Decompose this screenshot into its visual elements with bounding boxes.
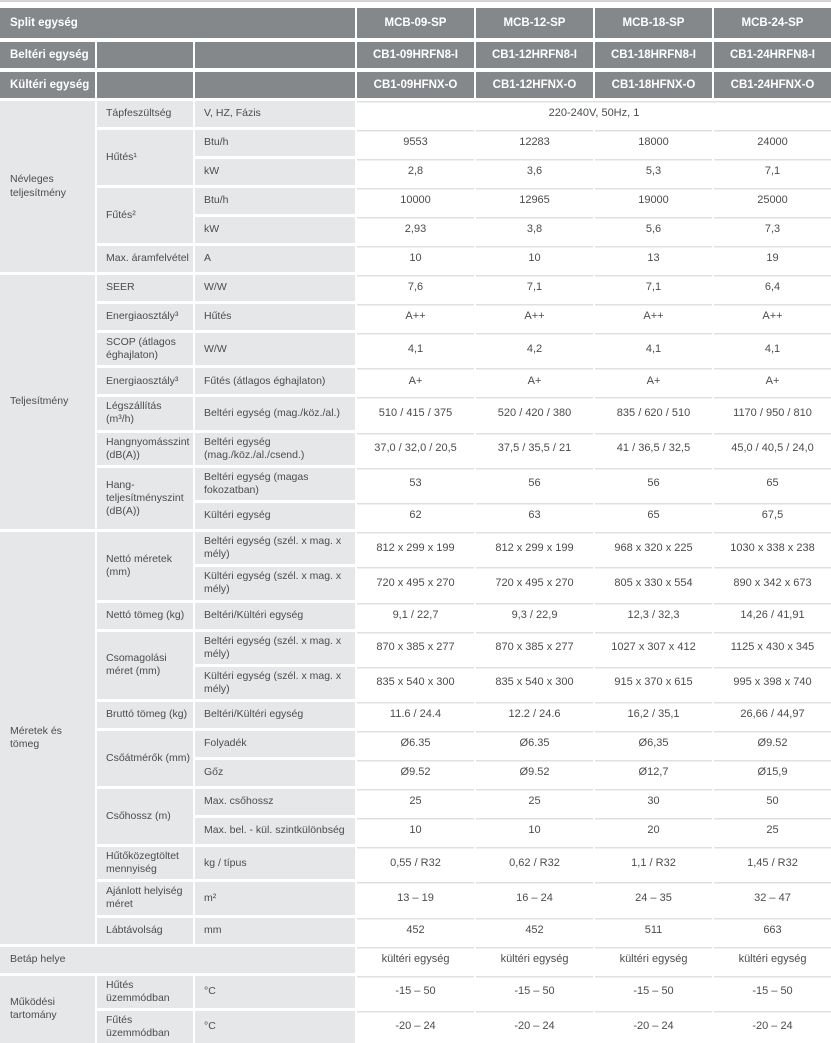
spec-value: 511 (593, 915, 712, 944)
model-name: MCB-24-SP (712, 8, 831, 38)
spec-value: Ø9.52 (474, 757, 593, 786)
spec-value: 10 (474, 243, 593, 272)
spec-value: 6,4 (712, 272, 831, 301)
spec-value: 0,62 / R32 (474, 844, 593, 879)
spec-value: Ø9.52 (712, 728, 831, 757)
spec-value: 37,5 / 35,5 / 21 (474, 430, 593, 465)
spec-value: 25 (474, 786, 593, 815)
table-row (0, 272, 831, 301)
spec-value: 520 / 420 / 380 (474, 394, 593, 429)
spec-value: 30 (593, 786, 712, 815)
spec-value: 25 (355, 786, 474, 815)
table-row (0, 915, 831, 944)
spec-name: Nettó méretek (mm) (95, 529, 193, 600)
spec-unit: Btu/h (193, 127, 355, 156)
spec-value: 26,66 / 44,97 (712, 699, 831, 728)
spec-value: 452 (355, 915, 474, 944)
model-name: CB1-24HFNX-O (712, 68, 831, 98)
spec-value: 4,1 (593, 330, 712, 365)
spec-value: 968 x 320 x 225 (593, 529, 712, 564)
spec-value: 10 (355, 815, 474, 844)
top-divider (0, 0, 831, 2)
spec-name: Hang-teljesítményszint (dB(A)) (95, 465, 193, 529)
spec-value: 1,45 / R32 (712, 844, 831, 879)
spec-value: 835 / 620 / 510 (593, 394, 712, 429)
spec-value: A+ (712, 365, 831, 394)
spec-unit: Kültéri egység (szél. x mag. x mély) (193, 564, 355, 599)
spec-name: Energiaosztály³ (95, 301, 193, 330)
header-spacer-cell (193, 68, 355, 98)
spec-value: 1027 x 307 x 412 (593, 629, 712, 664)
spec-name: Tápfeszültség (95, 98, 193, 127)
header-spacer-cell (193, 38, 355, 68)
spec-value: 67,5 (712, 500, 831, 529)
section-label: Teljesítmény (0, 272, 95, 529)
spec-name: Hűtőközegtöltet mennyiség (95, 844, 193, 879)
spec-value: 19000 (593, 185, 712, 214)
spec-name: Bruttó tömeg (kg) (95, 699, 193, 728)
spec-table (0, 8, 831, 1043)
spec-unit: Beltéri egység (szél. x mag. x mély) (193, 629, 355, 664)
spec-value: 18000 (593, 127, 712, 156)
spec-value: 870 x 385 x 277 (355, 629, 474, 664)
spec-value: Ø6.35 (474, 728, 593, 757)
header-label-split: Split egység (0, 8, 355, 38)
spec-value: -15 – 50 (355, 973, 474, 1008)
spec-value: A++ (474, 301, 593, 330)
spec-name: Fűtés üzemmódban (95, 1008, 193, 1043)
spec-value: A++ (355, 301, 474, 330)
spec-value: 2,93 (355, 214, 474, 243)
spec-unit: kW (193, 214, 355, 243)
spec-name: Energiaosztály³ (95, 365, 193, 394)
spec-value: 9,1 / 22,7 (355, 600, 474, 629)
table-row (0, 185, 831, 214)
spec-value: 11.6 / 24.4 (355, 699, 474, 728)
spec-name: Légszállítás (m³/h) (95, 394, 193, 429)
table-row (0, 394, 831, 429)
spec-value: -15 – 50 (712, 973, 831, 1008)
spec-value: kültéri egység (712, 944, 831, 973)
table-row (0, 786, 831, 815)
spec-value: A+ (355, 365, 474, 394)
spec-value: 62 (355, 500, 474, 529)
spec-name: SCOP (átlagos éghajlaton) (95, 330, 193, 365)
spec-value: 12965 (474, 185, 593, 214)
header-spacer-cell (95, 38, 193, 68)
spec-value: 53 (355, 465, 474, 500)
spec-value: 7,1 (593, 272, 712, 301)
spec-value: 12283 (474, 127, 593, 156)
spec-value: 1030 x 338 x 238 (712, 529, 831, 564)
header-spacer-cell (95, 68, 193, 98)
table-row (0, 1008, 831, 1043)
spec-value: 835 x 540 x 300 (355, 664, 474, 699)
table-row (0, 629, 831, 664)
section-label: Névleges teljesítmény (0, 98, 95, 272)
spec-value: 65 (712, 465, 831, 500)
spec-unit: Beltéri egység (mag./köz./al.) (193, 394, 355, 429)
spec-unit: °C (193, 1008, 355, 1043)
spec-value: -20 – 24 (593, 1008, 712, 1043)
spec-value: -15 – 50 (593, 973, 712, 1008)
spec-name: SEER (95, 272, 193, 301)
spec-value: 3,8 (474, 214, 593, 243)
spec-value: 50 (712, 786, 831, 815)
spec-value: 4,1 (712, 330, 831, 365)
spec-value: 835 x 540 x 300 (474, 664, 593, 699)
spec-value: -20 – 24 (712, 1008, 831, 1043)
spec-value: 24 – 35 (593, 879, 712, 914)
spec-value: 41 / 36,5 / 32,5 (593, 430, 712, 465)
spec-value: Ø6,35 (593, 728, 712, 757)
spec-name: Csőhossz (m) (95, 786, 193, 844)
spec-value: 37,0 / 32,0 / 20,5 (355, 430, 474, 465)
spec-value: 56 (474, 465, 593, 500)
spec-value: -15 – 50 (474, 973, 593, 1008)
section-label: Méretek és tömeg (0, 529, 95, 944)
spec-value: 10 (355, 243, 474, 272)
spec-name: Nettó tömeg (kg) (95, 600, 193, 629)
spec-value: Ø12,7 (593, 757, 712, 786)
spec-value: 812 x 299 x 199 (355, 529, 474, 564)
spec-unit: Beltéri egység (szél. x mag. x mély) (193, 529, 355, 564)
model-name: CB1-18HFNX-O (593, 68, 712, 98)
spec-unit: kW (193, 156, 355, 185)
table-row (0, 465, 831, 500)
header-row-indoor (0, 38, 831, 68)
header-label-indoor: Beltéri egység (0, 38, 95, 68)
spec-value: 56 (593, 465, 712, 500)
spec-value: 7,3 (712, 214, 831, 243)
spec-value: 870 x 385 x 277 (474, 629, 593, 664)
spec-value: A++ (593, 301, 712, 330)
spec-value: 63 (474, 500, 593, 529)
spec-name: Csomagolási méret (mm) (95, 629, 193, 700)
spec-unit: Beltéri egység (mag./köz./al./csend.) (193, 430, 355, 465)
spec-value: 1170 / 950 / 810 (712, 394, 831, 429)
spec-value: 12.2 / 24.6 (474, 699, 593, 728)
spec-value: 32 – 47 (712, 879, 831, 914)
spec-value: 9553 (355, 127, 474, 156)
spec-value: 812 x 299 x 199 (474, 529, 593, 564)
spec-name: Fűtés² (95, 185, 193, 243)
spec-unit: Fűtés (átlagos éghajlaton) (193, 365, 355, 394)
spec-value: 3,6 (474, 156, 593, 185)
spec-value: 915 x 370 x 615 (593, 664, 712, 699)
spec-unit: Beltéri/Kültéri egység (193, 600, 355, 629)
table-row (0, 330, 831, 365)
table-row (0, 365, 831, 394)
spec-unit: Beltéri/Kültéri egység (193, 699, 355, 728)
spec-value: 663 (712, 915, 831, 944)
spec-value: 10 (474, 815, 593, 844)
spec-unit: W/W (193, 272, 355, 301)
spec-value-span: 220-240V, 50Hz, 1 (355, 98, 831, 127)
table-row (0, 600, 831, 629)
model-name: MCB-18-SP (593, 8, 712, 38)
spec-value: 16 – 24 (474, 879, 593, 914)
table-row (0, 301, 831, 330)
table-row (0, 243, 831, 272)
spec-value: 5,6 (593, 214, 712, 243)
spec-value: 14,26 / 41,91 (712, 600, 831, 629)
spec-value: 10000 (355, 185, 474, 214)
header-row-split (0, 8, 831, 38)
model-name: MCB-09-SP (355, 8, 474, 38)
spec-value: kültéri egység (355, 944, 474, 973)
spec-value: 720 x 495 x 270 (474, 564, 593, 599)
spec-unit: W/W (193, 330, 355, 365)
table-row (0, 529, 831, 564)
spec-value: -20 – 24 (474, 1008, 593, 1043)
spec-value: 805 x 330 x 554 (593, 564, 712, 599)
table-row (0, 127, 831, 156)
table-row (0, 844, 831, 879)
spec-value: 13 (593, 243, 712, 272)
spec-value: 12,3 / 32,3 (593, 600, 712, 629)
table-row (0, 699, 831, 728)
model-name: CB1-09HFNX-O (355, 68, 474, 98)
model-name: CB1-09HRFN8-I (355, 38, 474, 68)
spec-value: 5,3 (593, 156, 712, 185)
spec-unit: Max. csőhossz (193, 786, 355, 815)
spec-value: 65 (593, 500, 712, 529)
spec-unit: kg / típus (193, 844, 355, 879)
spec-value: 510 / 415 / 375 (355, 394, 474, 429)
model-name: CB1-12HRFN8-I (474, 38, 593, 68)
table-row (0, 98, 831, 127)
model-name: CB1-18HRFN8-I (593, 38, 712, 68)
spec-name: Hangnyomásszint (dB(A)) (95, 430, 193, 465)
spec-value: 7,1 (712, 156, 831, 185)
model-name: MCB-12-SP (474, 8, 593, 38)
spec-name: Lábtávolság (95, 915, 193, 944)
spec-value: 0,55 / R32 (355, 844, 474, 879)
spec-name: Ajánlott helyiség méret (95, 879, 193, 914)
spec-value: 2,8 (355, 156, 474, 185)
spec-value: Ø15,9 (712, 757, 831, 786)
spec-name: Hűtés üzemmódban (95, 973, 193, 1008)
spec-unit: V, HZ, Fázis (193, 98, 355, 127)
spec-value: 890 x 342 x 673 (712, 564, 831, 599)
spec-name: Hűtés¹ (95, 127, 193, 185)
table-row (0, 973, 831, 1008)
spec-unit: Hűtés (193, 301, 355, 330)
spec-value: 24000 (712, 127, 831, 156)
spec-value: 19 (712, 243, 831, 272)
table-row (0, 728, 831, 757)
spec-value: A+ (474, 365, 593, 394)
spec-value: 25 (712, 815, 831, 844)
spec-unit: Kültéri egység (szél. x mag. x mély) (193, 664, 355, 699)
spec-value: -20 – 24 (355, 1008, 474, 1043)
model-name: CB1-12HFNX-O (474, 68, 593, 98)
spec-value: 1,1 / R32 (593, 844, 712, 879)
table-row (0, 944, 831, 973)
spec-value: 20 (593, 815, 712, 844)
spec-unit: Beltéri egység (magas fokozatban) (193, 465, 355, 500)
spec-unit: Folyadék (193, 728, 355, 757)
table-row (0, 879, 831, 914)
spec-value: 4,2 (474, 330, 593, 365)
spec-unit: °C (193, 973, 355, 1008)
spec-name: Max. áramfelvétel (95, 243, 193, 272)
spec-value: 16,2 / 35,1 (593, 699, 712, 728)
table-row (0, 430, 831, 465)
spec-value: A++ (712, 301, 831, 330)
spec-unit: Kültéri egység (193, 500, 355, 529)
spec-value: 9,3 / 22,9 (474, 600, 593, 629)
spec-unit: mm (193, 915, 355, 944)
spec-value: 1125 x 430 x 345 (712, 629, 831, 664)
spec-value: Ø6.35 (355, 728, 474, 757)
spec-value: 7,6 (355, 272, 474, 301)
spec-unit: Btu/h (193, 185, 355, 214)
header-label-outdoor: Kültéri egység (0, 68, 95, 98)
spec-value: kültéri egység (593, 944, 712, 973)
spec-value: Ø9.52 (355, 757, 474, 786)
spec-unit: m² (193, 879, 355, 914)
spec-value: 4,1 (355, 330, 474, 365)
spec-value: 720 x 495 x 270 (355, 564, 474, 599)
spec-value: 995 x 398 x 740 (712, 664, 831, 699)
section-label: Betáp helye (0, 944, 355, 973)
spec-unit: Gőz (193, 757, 355, 786)
spec-unit: Max. bel. - kül. szintkülönbség (193, 815, 355, 844)
spec-value: 45,0 / 40,5 / 24,0 (712, 430, 831, 465)
header-row-outdoor (0, 68, 831, 98)
spec-value: kültéri egység (474, 944, 593, 973)
spec-value: 13 – 19 (355, 879, 474, 914)
spec-name: Csőátmérők (mm) (95, 728, 193, 786)
section-label: Működési tartomány (0, 973, 95, 1043)
model-name: CB1-24HRFN8-I (712, 38, 831, 68)
spec-value: 7,1 (474, 272, 593, 301)
spec-value: 452 (474, 915, 593, 944)
spec-value: A+ (593, 365, 712, 394)
spec-unit: A (193, 243, 355, 272)
spec-value: 25000 (712, 185, 831, 214)
